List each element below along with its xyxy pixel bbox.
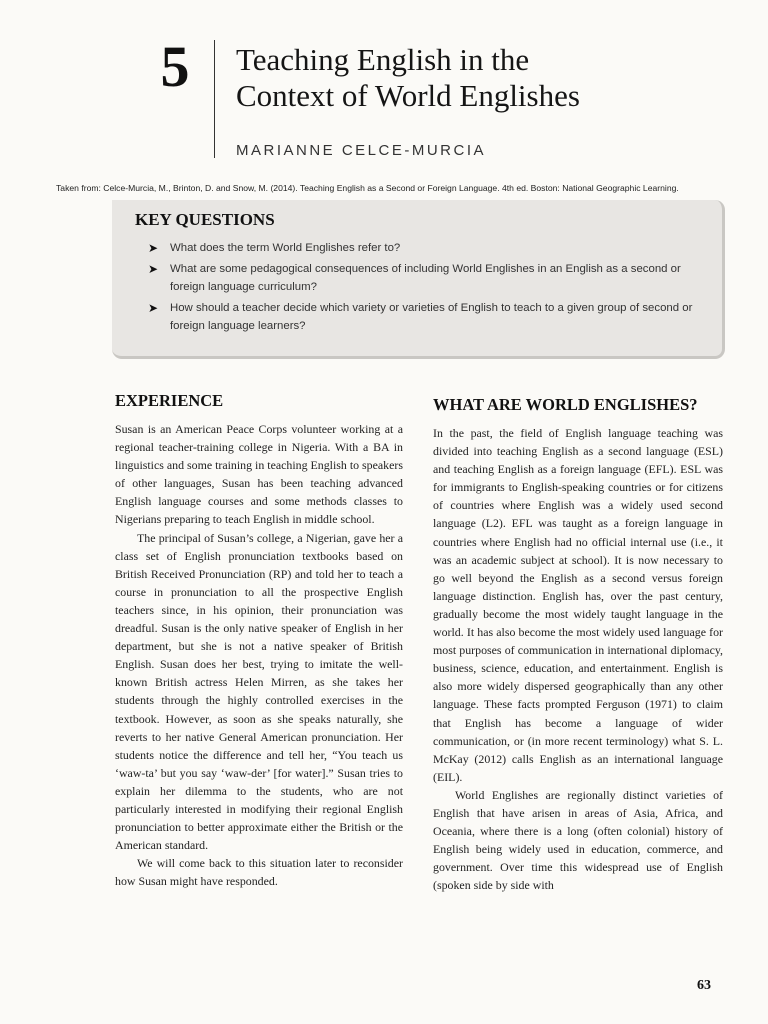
arrow-bullet-icon: ➤ xyxy=(148,241,159,255)
world-englishes-column xyxy=(433,424,723,894)
chapter-title-line-2: Context of World Englishes xyxy=(236,78,580,113)
title-divider xyxy=(214,40,215,158)
source-citation: Taken from: Celce-Murcia, M., Brinton, D. and Snow, M. (2014). Teaching English as a Second or Foreign Language. 4th ed. Boston: National Geographic Learning. xyxy=(56,183,679,193)
chapter-title-line-1: Teaching English in the xyxy=(236,42,530,77)
arrow-bullet-icon: ➤ xyxy=(148,301,159,315)
key-question-item xyxy=(148,239,718,257)
world-englishes-heading: WHAT ARE WORLD ENGLISHES? xyxy=(433,395,698,414)
world-englishes-paragraph: World Englishes are regionally distinct varieties of English that have arisen in areas of Asia, Africa, and Oceania, where there is a long (often colonial) history of English being widely used in education, commerce, and government. Over time this widespread use of English (spoken side by side with xyxy=(433,787,723,893)
arrow-bullet-icon: ➤ xyxy=(148,262,159,276)
chapter-author: MARIANNE CELCE-MURCIA xyxy=(236,142,487,159)
chapter-title xyxy=(236,42,716,114)
world-englishes-paragraph: In the past, the field of English language teaching was divided into teaching English as a second language (ESL) and teaching English as a foreign language (EFL). ESL was for immigrants to English-speaking countries or for citizens of countries where English was a widely used second language (L2). EFL was taught as a foreign language in countries where English had no official internal use (i.e., it was an academic subject at school). It is now necessary to go well beyond the English as a second versus foreign language distinction. English has, over the past century, gradually become the most widely taught language in the world. It has also become the most widely used language for most purposes of communication in international diplomacy, business, science, education, and entertainment. English is also more widely dispersed geographically than any other language. These facts prompted Ferguson (1971) to claim that English has become a language of wider communication, or (in more recent terminology) what S. L. McKay (2012) calls English as an international language (EIL). xyxy=(433,426,723,784)
experience-paragraph: Susan is an American Peace Corps volunteer working at a regional teacher-training college in Nigeria. With a BA in linguistics and some training in teaching English to speakers of other languages, Susan has been teaching advanced English language courses and some methods classes to Nigerians preparing to teach English in middle school. xyxy=(115,422,403,527)
page-number: 63 xyxy=(697,978,711,993)
experience-heading: EXPERIENCE xyxy=(115,391,224,410)
experience-column xyxy=(115,420,403,890)
experience-paragraph: We will come back to this situation later to reconsider how Susan might have responded. xyxy=(115,856,403,889)
experience-paragraph: The principal of Susan’s college, a Nigerian, gave her a class set of English pronunciation textbooks based on British Received Pronunciation (RP) and told her to teach a course in pronunciation to all the prospective English teachers since, in his opinion, their pronunciation was dreadful. Susan is the only native speaker of English in her department, but she is not a native speaker of British English. Susan does her best, trying to imitate the well-known British actress Helen Mirren, as she takes her students through the highly controlled exercises in the textbook. However, as soon as she speaks naturally, she reverts to her native General American pronunciation. Her students notice the difference and tell her, “You teach us ‘waw-ta’ but you say ‘waw-der’ [for water].” Susan tries to explain her dilemma to the students, who are not particularly interested in modifying their regional English pronunciation to better approximate either the British or the American standard. xyxy=(115,530,403,853)
chapter-number: 5 xyxy=(160,34,190,99)
key-question-text: What are some pedagogical consequences of including World Englishes in an English as a second or foreign language curriculum? xyxy=(170,263,681,293)
key-question-item xyxy=(148,260,718,296)
key-question-text: What does the term World Englishes refer to? xyxy=(170,242,401,254)
key-questions-heading: KEY QUESTIONS xyxy=(135,210,275,229)
key-questions-list xyxy=(148,239,718,338)
key-question-item xyxy=(148,299,718,335)
key-question-text: How should a teacher decide which variety or varieties of English to teach to a given group of second or foreign language learners? xyxy=(170,302,693,332)
